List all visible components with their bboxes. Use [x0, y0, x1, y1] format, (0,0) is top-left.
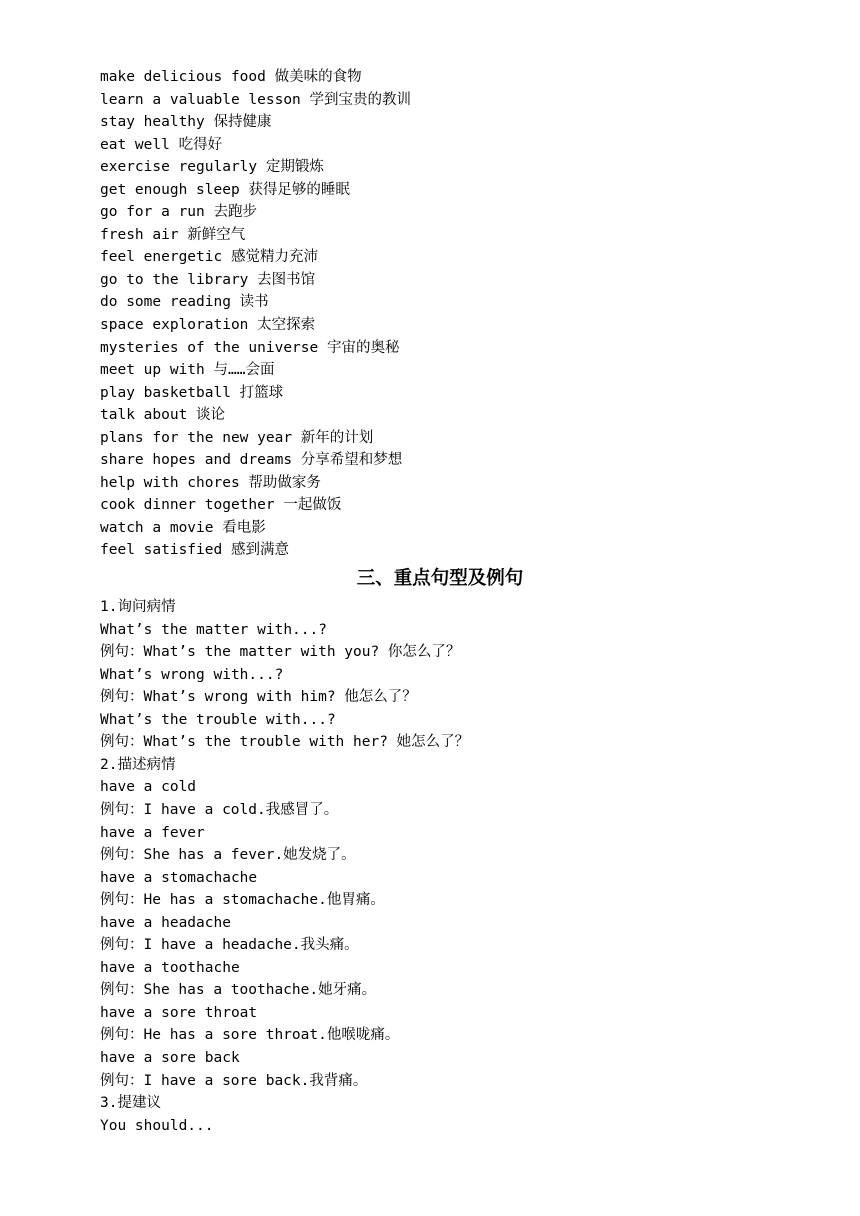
sentence-line: 例句：I have a headache.我头痛。	[100, 937, 359, 954]
phrase-line: share hopes and dreams 分享希望和梦想	[100, 452, 403, 469]
phrase-line: meet up with 与……会面	[100, 362, 275, 379]
sentence-line: have a sore back	[100, 1049, 240, 1066]
phrase-line: fresh air 新鲜空气	[100, 226, 246, 243]
phrase-line: cook dinner together 一起做饭	[100, 497, 342, 514]
sentence-line: have a headache	[100, 914, 231, 931]
sentence-line: 例句：I have a sore back.我背痛。	[100, 1072, 368, 1089]
sentence-line: have a sore throat	[100, 1004, 258, 1021]
phrase-line: plans for the new year 新年的计划	[100, 429, 374, 446]
sentence-line: 例句：What’s the trouble with her? 她怎么了？	[100, 734, 470, 751]
phrase-line: eat well 吃得好	[100, 136, 223, 153]
sentence-line: have a toothache	[100, 959, 240, 976]
sentence-line: 1.询问病情	[100, 599, 176, 616]
phrase-line: watch a movie 看电影	[100, 519, 266, 536]
section-heading: 三、重点句型及例句	[356, 568, 524, 590]
sentence-line: What’s the matter with...?	[100, 621, 327, 638]
sentence-line: 例句：She has a fever.她发烧了。	[100, 847, 356, 864]
phrase-line: mysteries of the universe 宇宙的奥秘	[100, 339, 400, 356]
sentence-line: 例句：She has a toothache.她牙痛。	[100, 982, 377, 999]
sentence-line: 例句：He has a sore throat.他喉咙痛。	[100, 1027, 400, 1044]
sentence-line: You should...	[100, 1117, 214, 1134]
sentence-line: 例句：I have a cold.我感冒了。	[100, 801, 339, 818]
phrase-line: get enough sleep 获得足够的睡眠	[100, 181, 350, 198]
phrase-line: talk about 谈论	[100, 407, 226, 424]
phrase-line: go for a run 去跑步	[100, 204, 257, 221]
sentence-line: 例句：What’s wrong with him? 他怎么了？	[100, 689, 417, 706]
phrase-line: do some reading 读书	[100, 294, 269, 311]
sentence-line: 例句：What’s the matter with you? 你怎么了？	[100, 644, 461, 661]
phrase-line: go to the library 去图书馆	[100, 271, 316, 288]
sentence-line: have a fever	[100, 824, 205, 841]
phrase-line: learn a valuable lesson 学到宝贵的教训	[100, 91, 412, 108]
phrase-line: stay healthy 保持健康	[100, 114, 272, 131]
sentence-line: have a stomachache	[100, 869, 258, 886]
phrase-line: space exploration 太空探索	[100, 317, 316, 334]
phrase-line: make delicious food 做美味的食物	[100, 69, 362, 85]
sentence-line: 2.描述病情	[100, 756, 176, 773]
sentence-line: have a cold	[100, 779, 197, 796]
sentence-line: What’s the trouble with...?	[100, 711, 336, 728]
sentence-line: What’s wrong with...?	[100, 666, 284, 683]
sentence-line: 例句：He has a stomachache.他胃痛。	[100, 892, 385, 909]
document-content	[100, 66, 780, 1137]
phrase-line: exercise regularly 定期锻炼	[100, 159, 324, 176]
phrase-line: feel satisfied 感到满意	[100, 542, 289, 559]
sentence-list	[100, 596, 780, 1137]
phrase-line: play basketball 打篮球	[100, 384, 284, 401]
phrase-line: feel energetic 感觉精力充沛	[100, 249, 318, 266]
phrase-list	[100, 66, 780, 562]
phrase-line: help with chores 帮助做家务	[100, 474, 321, 491]
sentence-line: 3.提建议	[100, 1095, 161, 1112]
